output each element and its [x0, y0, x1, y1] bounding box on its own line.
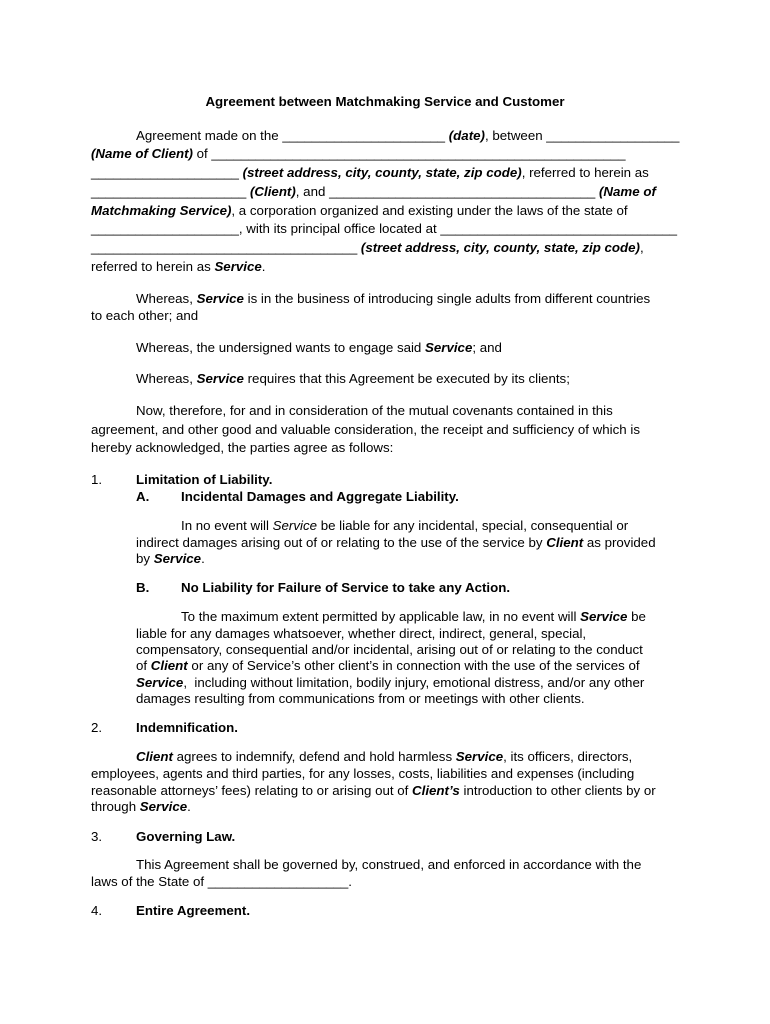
text-run: 4.: [91, 903, 103, 918]
text-run: (Name of: [598, 184, 656, 199]
text-run: is in the business of introducing single adults from different countries: [243, 291, 651, 306]
text-run: be: [627, 609, 646, 624]
text-run: or any of Service’s other client’s in connection with the use of the services of: [187, 658, 640, 673]
text-line: [136, 857, 641, 873]
text-line: [91, 903, 102, 919]
text-line: [136, 691, 585, 707]
text-run: Service: [139, 799, 188, 814]
text-line: [181, 609, 646, 625]
text-line: [91, 874, 352, 890]
text-run: of ________________________________________________________: [192, 146, 626, 161]
text-line: [91, 165, 649, 181]
text-run: Client: [136, 749, 173, 764]
text-run: This Agreement shall be governed by, construed, and enforced in accordance with the: [136, 857, 642, 872]
text-line: [91, 221, 677, 237]
text-run: In no event will: [181, 518, 273, 533]
text-run: ____________________, with its principal office located at ________________________________: [91, 221, 678, 236]
text-line: [136, 489, 149, 505]
text-line: [136, 371, 570, 387]
text-line: [181, 580, 510, 596]
text-line: [91, 203, 628, 219]
text-run: B.: [136, 580, 150, 595]
text-line: [136, 903, 250, 919]
text-line: [91, 799, 191, 815]
text-line: [91, 766, 634, 782]
text-run: laws of the State of ___________________.: [91, 874, 352, 889]
text-run: compensatory, consequential and/or incidental, arising out of or relating to the conduct: [136, 642, 643, 657]
text-run: by: [136, 551, 154, 566]
text-run: Client’s: [412, 783, 460, 798]
text-line: [136, 403, 613, 419]
text-run: , a corporation organized and existing under the laws of the state of: [231, 203, 628, 218]
text-run: (street address, city, county, state, zip code): [360, 240, 640, 255]
text-line: [136, 535, 656, 551]
text-run: ____________________: [91, 165, 243, 180]
text-line: [136, 551, 205, 567]
text-run: to each other; and: [91, 308, 199, 323]
text-line: [91, 829, 102, 845]
text-run: Service: [136, 675, 184, 690]
text-run: , between __________________: [484, 128, 680, 143]
text-run: , its officers, directors,: [503, 749, 633, 764]
text-run: _____________________: [91, 184, 250, 199]
text-run: be liable for any incidental, special, consequential or: [317, 518, 629, 533]
text-run: requires that this Agreement be executed by its clients;: [243, 371, 570, 386]
text-run: Service: [425, 340, 473, 355]
text-line: [136, 472, 272, 488]
text-line: [91, 422, 640, 438]
text-run: Whereas, the undersigned wants to engage said: [136, 340, 426, 355]
text-line: [91, 308, 198, 324]
text-run: Limitation of Liability.: [136, 472, 273, 487]
text-run: ____________________________________: [91, 240, 361, 255]
text-line: [181, 518, 628, 534]
text-run: indirect damages arising out of or relating to the use of the service by: [136, 535, 547, 550]
text-line: [91, 440, 393, 456]
text-run: Whereas,: [136, 371, 197, 386]
text-run: ,: [640, 240, 644, 255]
text-run: , and ____________________________________: [295, 184, 599, 199]
text-run: 2.: [91, 720, 103, 735]
text-run: Agreement made on the ______________________: [136, 128, 449, 143]
text-line: [91, 146, 626, 162]
text-line: [136, 626, 586, 642]
text-line: [136, 340, 502, 356]
text-run: introduction to other clients by or: [459, 783, 656, 798]
text-line: [136, 829, 235, 845]
document-title: Agreement between Matchmaking Service and Customer: [205, 94, 565, 109]
text-run: (street address, city, county, state, zip code): [242, 165, 522, 180]
text-run: as provided: [583, 535, 656, 550]
text-run: 3.: [91, 829, 103, 844]
text-run: Client: [150, 658, 188, 673]
text-line: [136, 749, 632, 765]
text-run: No Liability for Failure of Service to take any Action.: [181, 580, 511, 595]
text-line: [136, 128, 679, 144]
text-line: [136, 291, 650, 307]
text-run: Service: [196, 371, 244, 386]
text-run: 1.: [91, 472, 103, 487]
text-line: [91, 240, 644, 256]
text-line: [136, 658, 640, 674]
text-run: Service: [455, 749, 504, 764]
text-run: agrees to indemnify, defend and hold harmless: [172, 749, 456, 764]
text-run: Service: [272, 518, 317, 533]
text-run: .: [261, 259, 266, 274]
text-run: To the maximum extent permitted by applicable law, in no event will: [181, 609, 581, 624]
text-run: Service: [153, 551, 202, 566]
text-run: damages resulting from communications from or meetings with other clients.: [136, 691, 585, 706]
text-line: [136, 720, 238, 736]
text-run: Service: [214, 259, 262, 274]
text-run: reasonable attorneys’ fees) relating to or arising out of: [91, 783, 413, 798]
text-line: [91, 720, 102, 736]
text-run: Indemnification.: [136, 720, 238, 735]
text-run: , including without limitation, bodily injury, emotional distress, and/or any other: [183, 675, 645, 690]
text-run: Service: [580, 609, 628, 624]
text-line: [91, 184, 656, 200]
text-run: Entire Agreement.: [136, 903, 251, 918]
text-line: [91, 783, 656, 799]
text-run: Incidental Damages and Aggregate Liability.: [181, 489, 459, 504]
text-run: Now, therefore, for and in consideration of the mutual covenants contained in this: [136, 403, 613, 418]
text-line: [91, 472, 102, 488]
text-line: [181, 489, 459, 505]
text-line: [136, 675, 644, 691]
text-run: referred to herein as: [91, 259, 215, 274]
text-run: (date): [448, 128, 485, 143]
text-run: .: [187, 799, 191, 814]
text-run: liable for any damages whatsoever, whether direct, indirect, general, special,: [136, 626, 587, 641]
text-run: Client: [546, 535, 584, 550]
text-run: , referred to herein as: [521, 165, 649, 180]
text-line: [91, 259, 265, 275]
text-run: agreement, and other good and valuable consideration, the receipt and sufficiency of which is: [91, 422, 640, 437]
text-run: A.: [136, 489, 150, 504]
text-run: .: [201, 551, 205, 566]
text-run: ; and: [472, 340, 502, 355]
text-run: employees, agents and third parties, for any losses, costs, liabilities and expenses (including: [91, 766, 635, 781]
text-run: Matchmaking Service): [91, 203, 232, 218]
text-run: (Name of Client): [91, 146, 193, 161]
text-run: through: [91, 799, 140, 814]
text-line: [136, 642, 643, 658]
text-line: [136, 580, 149, 596]
text-run: of: [136, 658, 151, 673]
text-run: Governing Law.: [136, 829, 236, 844]
text-run: (Client): [250, 184, 296, 199]
text-run: hereby acknowledged, the parties agree as follows:: [91, 440, 394, 455]
text-run: Service: [196, 291, 244, 306]
text-run: Whereas,: [136, 291, 197, 306]
